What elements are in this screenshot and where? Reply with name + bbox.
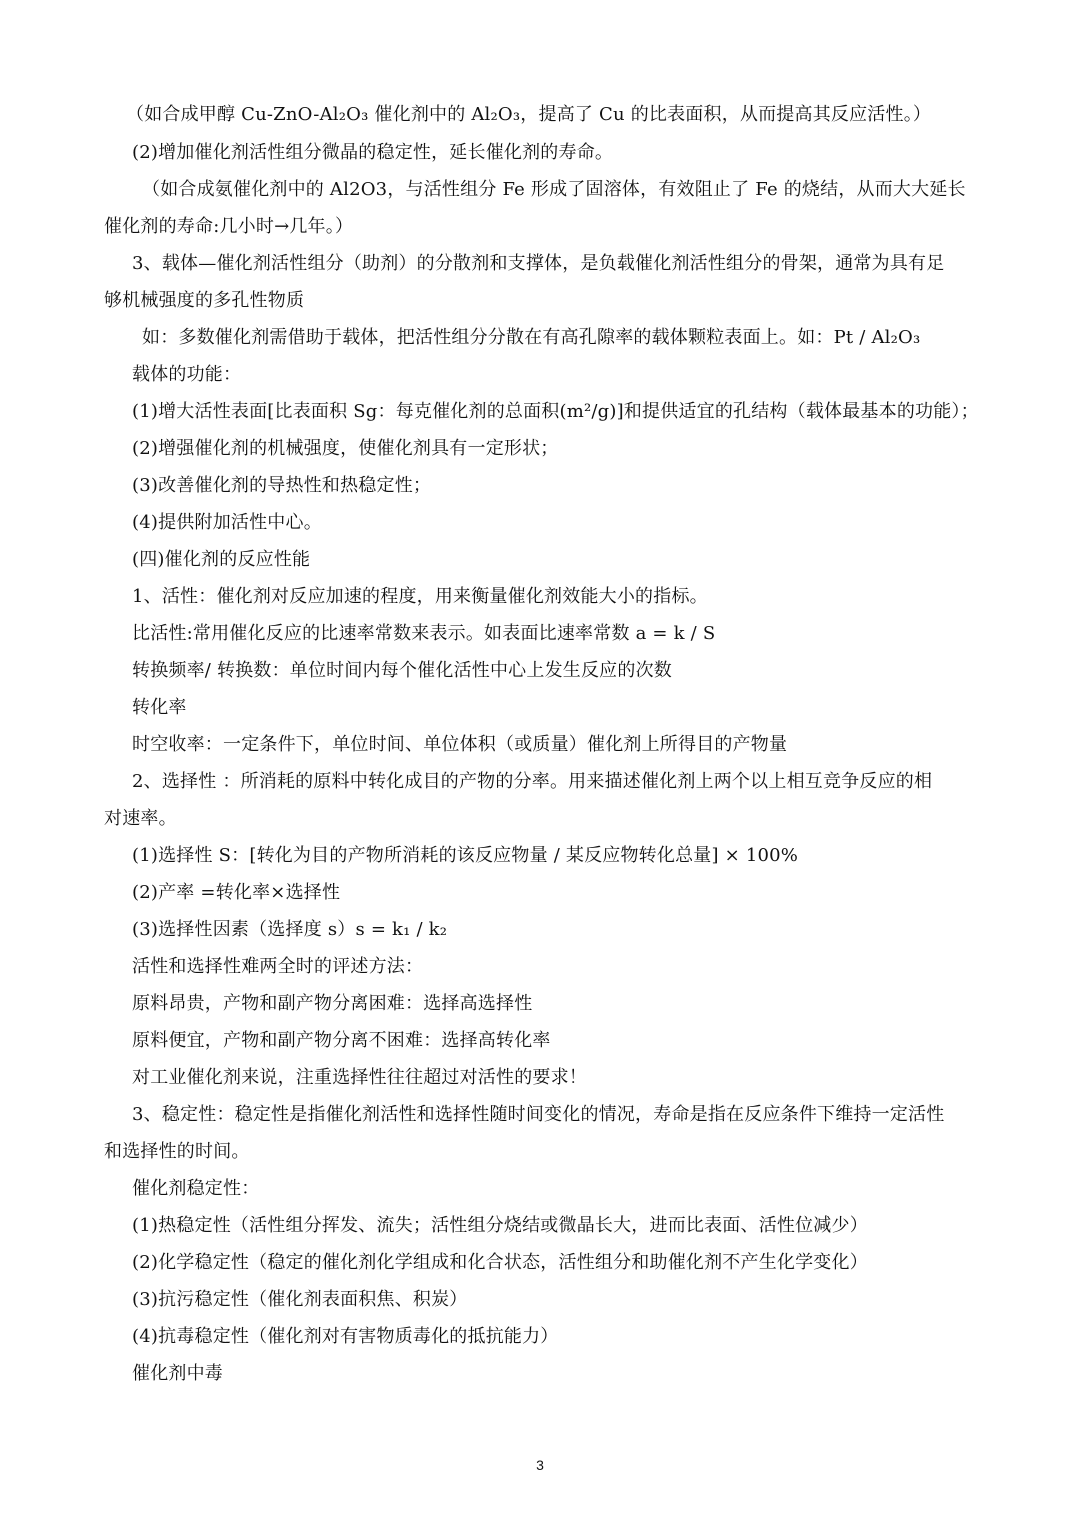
text-line: 催化剂中毒 bbox=[132, 1363, 223, 1384]
text-line: (1)热稳定性（活性组分挥发、流失；活性组分烧结或微晶长大，进而比表面、活性位减少） bbox=[132, 1215, 868, 1236]
text-line: 够机械强度的多孔性物质 bbox=[104, 290, 305, 311]
text-line: 活性和选择性难两全时的评述方法： bbox=[132, 956, 424, 977]
text-line: (1)增大活性表面[比表面积 Sg：每克催化剂的总面积(m²/g)]和提供适宜的孔结构（载体最基本的功能）； bbox=[132, 401, 979, 422]
text-line: 转换频率/ 转换数：单位时间内每个催化活性中心上发生反应的次数 bbox=[132, 660, 672, 681]
text-line: 3、载体—催化剂活性组分（助剂）的分散剂和支撑体，是负载催化剂活性组分的骨架，通常为具有足 bbox=[132, 253, 945, 274]
text-line: (4)抗毒稳定性（催化剂对有害物质毒化的抵抗能力） bbox=[132, 1326, 559, 1347]
text-line: 催化剂的寿命:几小时→几年。） bbox=[104, 216, 354, 237]
text-line: (3)改善催化剂的导热性和热稳定性； bbox=[132, 475, 432, 496]
text-line: 对速率。 bbox=[104, 808, 177, 829]
text-line: (1)选择性 S：[转化为目的产物所消耗的该反应物量 / 某反应物转化总量] × 100% bbox=[132, 845, 799, 866]
text-line: (2)化学稳定性（稳定的催化剂化学组成和化合状态，活性组分和助催化剂不产生化学变化） bbox=[132, 1252, 868, 1273]
page-number: 3 bbox=[536, 1457, 544, 1473]
text-line: 催化剂稳定性： bbox=[132, 1178, 260, 1199]
text-line: (4)提供附加活性中心。 bbox=[132, 512, 322, 533]
text-line: 时空收率：一定条件下，单位时间、单位体积（或质量）催化剂上所得目的产物量 bbox=[132, 734, 788, 755]
text-line: 载体的功能： bbox=[132, 364, 242, 385]
text-line: (2)产率 =转化率×选择性 bbox=[132, 882, 341, 903]
text-line: 比活性:常用催化反应的比速率常数来表示。如表面比速率常数 a = k / S bbox=[132, 623, 716, 644]
text-line: （如合成氨催化剂中的 Al2O3，与活性组分 Fe 形成了固溶体，有效阻止了 Fe 的烧结，从而大大延长 bbox=[142, 179, 966, 200]
text-line: (2)增强催化剂的机械强度，使催化剂具有一定形状； bbox=[132, 438, 559, 459]
text-line: 和选择性的时间。 bbox=[104, 1141, 250, 1162]
text-line: (3)抗污稳定性（催化剂表面积焦、积炭） bbox=[132, 1289, 468, 1310]
text-line: 1、活性：催化剂对反应加速的程度，用来衡量催化剂效能大小的指标。 bbox=[132, 586, 708, 607]
text-line: 3、稳定性：稳定性是指催化剂活性和选择性随时间变化的情况，寿命是指在反应条件下维持一定活性 bbox=[132, 1104, 945, 1125]
text-line: (3)选择性因素（选择度 s）s = k₁ / k₂ bbox=[132, 919, 448, 940]
text-line: 原料昂贵，产物和副产物分离困难：选择高选择性 bbox=[132, 993, 533, 1014]
text-line: （如合成甲醇 Cu-ZnO-Al₂O₃ 催化剂中的 Al₂O₃，提高了 Cu 的比表面积，从而提高其反应活性。） bbox=[126, 104, 932, 125]
text-line: 2、选择性 ：所消耗的原料中转化成目的产物的分率。用来描述催化剂上两个以上相互竞争反应的相 bbox=[132, 771, 933, 792]
text-line: 原料便宜，产物和副产物分离不困难：选择高转化率 bbox=[132, 1030, 551, 1051]
text-line: 对工业催化剂来说，注重选择性往往超过对活性的要求！ bbox=[132, 1067, 587, 1088]
section-heading: (四)催化剂的反应性能 bbox=[132, 549, 311, 570]
text-line: 转化率 bbox=[132, 697, 187, 718]
text-line: (2)增加催化剂活性组分微晶的稳定性，延长催化剂的寿命。 bbox=[132, 142, 614, 163]
text-line: 如：多数催化剂需借助于载体，把活性组分分散在有高孔隙率的载体颗粒表面上。如：Pt / Al₂O₃ bbox=[142, 327, 921, 348]
